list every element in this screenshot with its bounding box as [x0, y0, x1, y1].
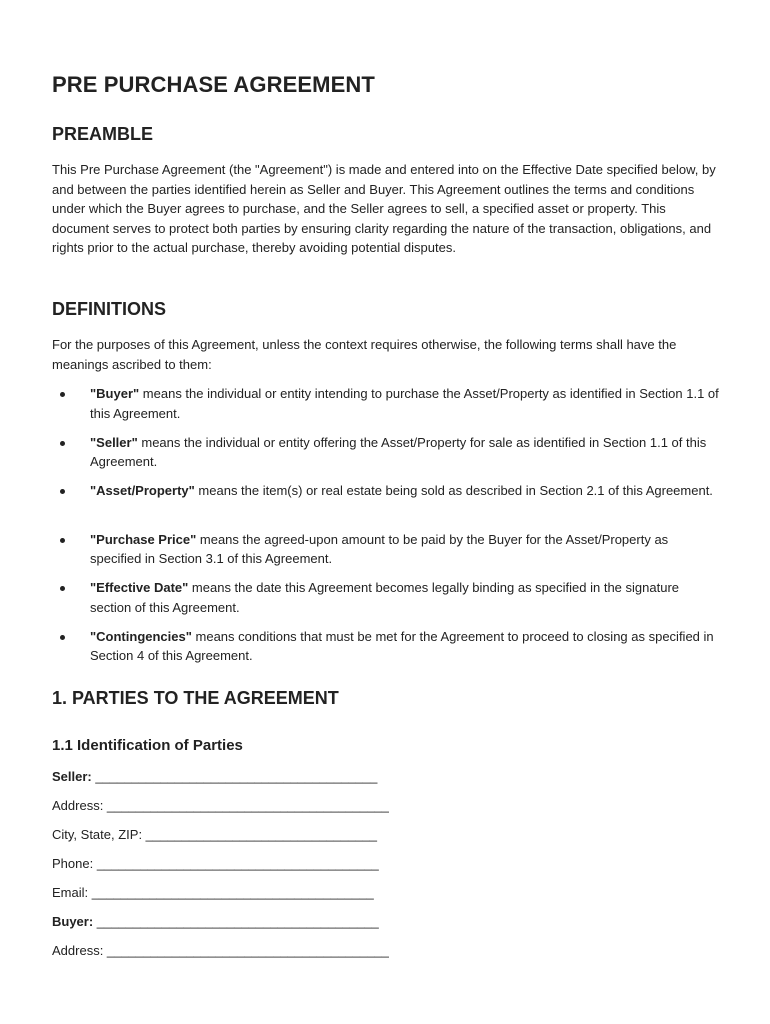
seller-field[interactable] — [52, 769, 377, 784]
seller-phone-field[interactable] — [52, 856, 379, 871]
field-blank[interactable]: _______________________________________ — [91, 769, 378, 784]
seller-email-field[interactable] — [52, 885, 374, 900]
bullet-icon — [60, 635, 65, 640]
document-title: PRE PURCHASE AGREEMENT — [52, 72, 375, 97]
definition-text: means conditions that must be met for the Agreement to proceed to closing as specified in Section 4 of this Agreement. — [90, 628, 714, 664]
definitions-list — [52, 384, 722, 675]
field-label: Address: — [52, 943, 104, 958]
definition-item — [52, 530, 722, 579]
field-label: Phone: — [52, 856, 94, 871]
field-label: Buyer: — [52, 914, 94, 929]
definition-item — [52, 578, 722, 627]
definition-item — [52, 433, 722, 482]
field-label: City, State, ZIP: — [52, 827, 143, 842]
field-blank[interactable]: _______________________________________ — [88, 885, 374, 900]
field-label: Email: — [52, 885, 89, 900]
definition-term: "Buyer" — [90, 386, 140, 401]
field-blank[interactable]: _______________________________________ — [103, 943, 389, 958]
field-label: Seller: — [52, 769, 92, 784]
definition-term: "Contingencies" — [90, 628, 192, 644]
bullet-icon — [60, 586, 65, 591]
section1-heading: 1. PARTIES TO THE AGREEMENT — [52, 688, 339, 708]
definition-text: means the individual or entity intending to purchase the Asset/Property as identified in Section 1.1 of this Agreement. — [90, 386, 719, 421]
definitions-heading: DEFINITIONS — [52, 299, 167, 319]
definition-text: means the date this Agreement becomes legally binding as specified in the signature section of this Agreement. — [90, 580, 679, 615]
field-blank[interactable]: _______________________________________ — [93, 914, 379, 929]
buyer-field[interactable] — [52, 914, 379, 929]
preamble-text: This Pre Purchase Agreement (the "Agreement") is made and entered into on the Effective Date specified below, by and between the parties identified herein as Seller and Buyer. This Agreement outlines the terms and conditions under which the Buyer agrees to purchase, and the Seller agrees to sell, a specified asset or property. This document serves to protect both parties by ensuring clarity regarding the nature of the transaction, obligations, and rights prior to the actual purchase, thereby avoiding potential disputes. — [52, 162, 716, 256]
definition-term: "Purchase Price" — [90, 531, 197, 547]
field-blank[interactable]: ________________________________ — [142, 827, 378, 842]
buyer-address-field[interactable] — [52, 943, 389, 958]
bullet-icon — [60, 441, 65, 446]
definition-term: "Effective Date" — [90, 580, 189, 595]
bullet-icon — [60, 392, 65, 397]
field-blank[interactable]: _______________________________________ — [93, 856, 379, 871]
bullet-icon — [60, 489, 65, 494]
seller-city-state-zip-field[interactable] — [52, 827, 377, 842]
field-blank[interactable]: _______________________________________ — [103, 798, 389, 813]
definition-term: "Asset/Property" — [90, 483, 195, 498]
seller-address-field[interactable] — [52, 798, 389, 813]
field-label: Address: — [52, 798, 104, 813]
definition-item — [52, 384, 722, 433]
definition-text: means the individual or entity offering the Asset/Property for sale as identified in Section 1.1 of this Agreement. — [90, 434, 707, 470]
section1-subheading: 1.1 Identification of Parties — [52, 737, 243, 754]
definition-term: "Seller" — [90, 434, 138, 450]
definitions-intro: For the purposes of this Agreement, unless the context requires otherwise, the following terms shall have the meanings ascribed to them: — [52, 337, 677, 372]
definition-text: means the agreed-upon amount to be paid by the Buyer for the Asset/Property as specified in Section 3.1 of this Agreement. — [90, 531, 669, 567]
bullet-icon — [60, 538, 65, 543]
definition-text: means the item(s) or real estate being sold as described in Section 2.1 of this Agreement. — [194, 483, 713, 498]
definition-item — [52, 627, 722, 676]
definition-item — [52, 481, 722, 530]
preamble-heading: PREAMBLE — [52, 124, 154, 144]
